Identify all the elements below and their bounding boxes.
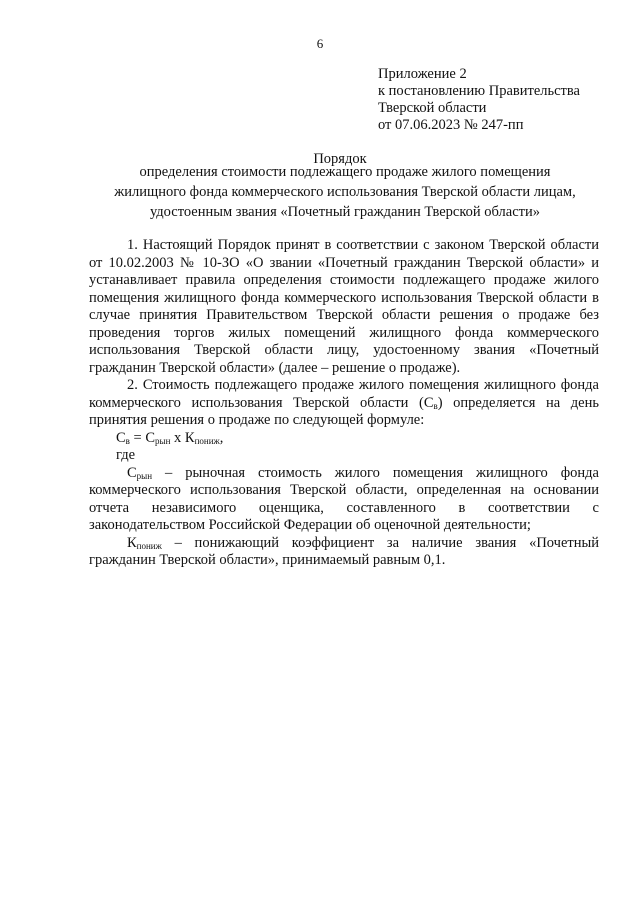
subscript: в [125,435,130,446]
definition-text: – понижающий коэффициент за наличие звания «Почетный гражданин Тверской области», принимаемый равным 0,1. [89,534,599,568]
subscript: рын [136,470,153,481]
subscript: пониж [194,435,220,446]
page-number: 6 [316,36,324,51]
subscript: в [433,400,438,411]
document-subtitle [90,162,600,222]
formula-symbol: х К [170,429,195,446]
definition-text: – рыночная стоимость жилого помещения жилищного фонда коммерческого использования Тверской области, определенная на основании отчета независимого оценщика, составленного в соответствии с законодательством Российской Федерации об оценочной деятельности; [89,464,599,533]
subscript: рын [155,435,171,446]
subscript: пониж [136,540,162,551]
subtitle-line: жилищного фонда коммерческого использования Тверской области лицам, [114,184,576,200]
document-title: Порядок [313,151,367,167]
formula-symbol: С [116,429,126,446]
document-body [89,237,599,570]
appendix-line: от 07.06.2023 № 247-пп [378,117,524,133]
appendix-line: Приложение 2 [378,66,467,82]
definition-coefficient [89,535,599,570]
definition-symbol: С [127,464,137,481]
appendix-header [378,66,580,134]
subtitle-line: удостоенным звания «Почетный гражданин Тверской области» [149,204,541,220]
paragraph-2-text: ) определяется на день принятия решения о продаже по следующей формуле: [89,394,599,428]
formula-symbol: = С [129,429,156,446]
paragraph-1: 1. Настоящий Порядок принят в соответствии с законом Тверской области от 10.02.2003 № 10-ЗО «О звании «Почетный гражданин Тверской области» и устанавливает правила определения стоимости подлежащего продаже жилого помещения жилищного фонда коммерческого использования Тверской области в случае принятия Правительством Тверской области решения о продаже без проведения торгов жилых помещений жилищного фонда коммерческого использования Тверской области лицу, удостоенному звания «Почетный гражданин Тверской области» (далее – решение о продаже). [89,237,599,376]
definition-symbol: К [127,534,137,551]
where-label: где [116,447,136,463]
paragraph-2-text: 2. Стоимость подлежащего продаже жилого помещения жилищного фонда коммерческого использования Тверской области (С [89,377,599,411]
subtitle-line: определения стоимости подлежащего продаже жилого помещения [139,164,551,180]
formula [89,430,599,448]
appendix-line: Тверской области [378,100,487,116]
paragraph-2 [89,377,599,430]
appendix-line: к постановлению Правительства [378,83,580,99]
formula-symbol: , [219,429,224,446]
definition-market-price [89,465,599,535]
